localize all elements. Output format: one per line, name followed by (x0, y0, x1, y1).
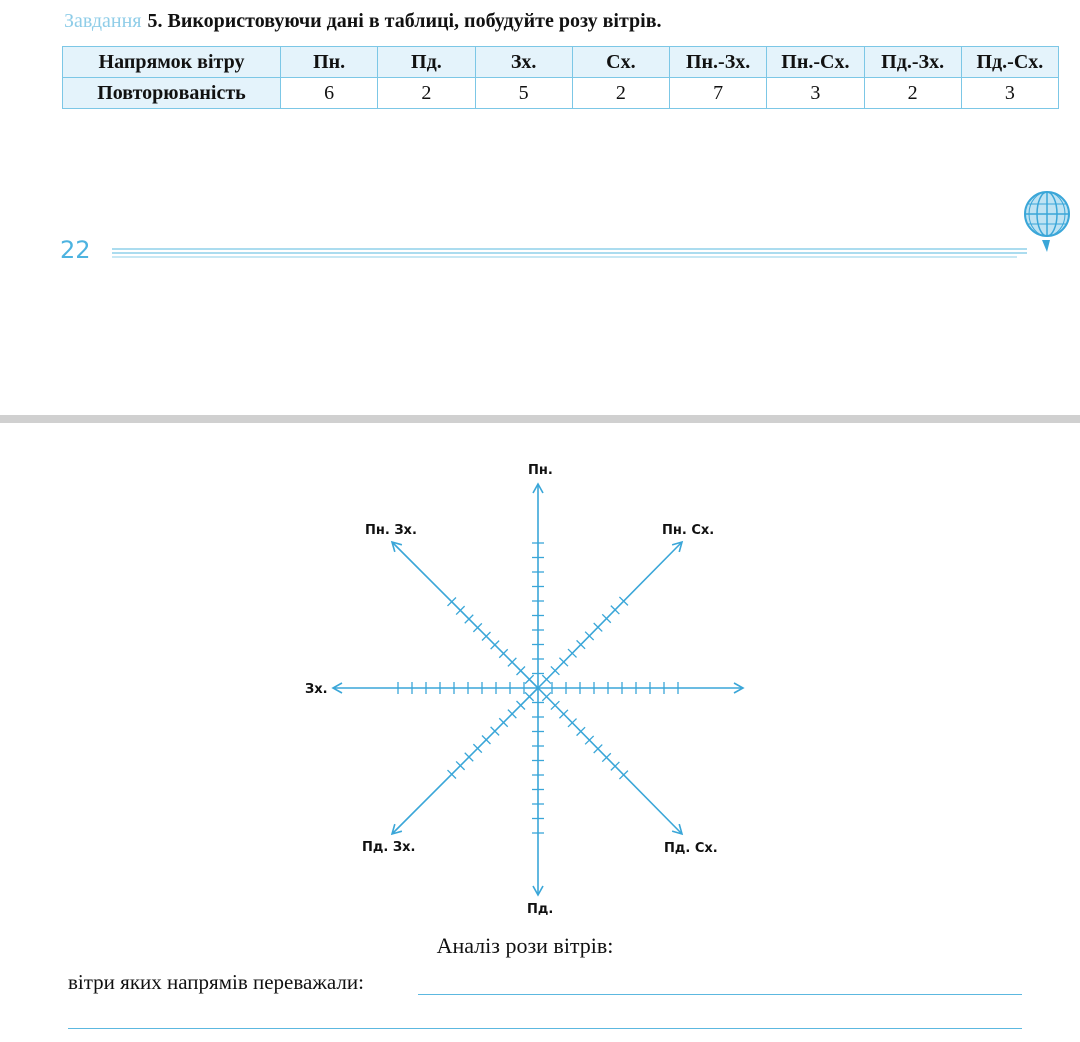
row-header-frequency: Повторюваність (63, 78, 281, 109)
label-south: Пд. (527, 902, 554, 917)
task-text: 5. Використовуючи дані в таблиці, побудуйте розу вітрів. (147, 10, 662, 32)
direction-cell: Зх. (475, 47, 572, 78)
label-north: Пн. (528, 463, 553, 478)
direction-cell: Сх. (572, 47, 669, 78)
table-row-frequency (63, 78, 1059, 109)
analysis-question: вітри яких напрямів переважали: (68, 970, 364, 994)
task-label: Завдання (64, 10, 142, 32)
direction-cell: Пн. (281, 47, 378, 78)
frequency-cell: 2 (572, 78, 669, 109)
label-north-east: Пн. Сх. (662, 523, 715, 538)
wind-rose-diagram (0, 423, 1080, 933)
page-number: 22 (60, 236, 91, 264)
frequency-cell: 3 (961, 78, 1058, 109)
wind-data-table (62, 46, 1059, 109)
direction-cell: Пн.-Сх. (767, 47, 864, 78)
frequency-cell: 5 (475, 78, 572, 109)
direction-cell: Пн.-Зх. (670, 47, 767, 78)
direction-cell: Пд.-Сх. (961, 47, 1058, 78)
rose-axes (333, 484, 743, 895)
frequency-cell: 3 (767, 78, 864, 109)
label-south-west: Пд. Зх. (362, 840, 416, 855)
frequency-cell: 6 (281, 78, 378, 109)
textbook-page-top (0, 0, 1080, 415)
answer-line[interactable] (418, 994, 1022, 995)
footer-rule (112, 246, 1042, 258)
task-heading (64, 10, 662, 33)
frequency-cell: 7 (670, 78, 767, 109)
direction-cell: Пд.-Зх. (864, 47, 961, 78)
label-west: Зх. (305, 682, 328, 697)
label-north-west: Пн. Зх. (365, 523, 417, 538)
frequency-cell: 2 (378, 78, 475, 109)
label-south-east: Пд. Сх. (664, 841, 718, 856)
frequency-cell: 2 (864, 78, 961, 109)
row-header-direction: Напрямок вітру (63, 47, 281, 78)
axis-south-east (538, 688, 682, 834)
answer-line[interactable] (68, 1028, 1022, 1029)
page-separator (0, 415, 1080, 423)
globe-icon (1020, 190, 1074, 260)
table-row-directions (63, 47, 1059, 78)
analysis-title: Аналіз рози вітрів: (436, 933, 614, 958)
axis-north-west (392, 542, 538, 688)
axis-north-east (538, 542, 682, 688)
axis-south-west (392, 688, 538, 834)
direction-cell: Пд. (378, 47, 475, 78)
